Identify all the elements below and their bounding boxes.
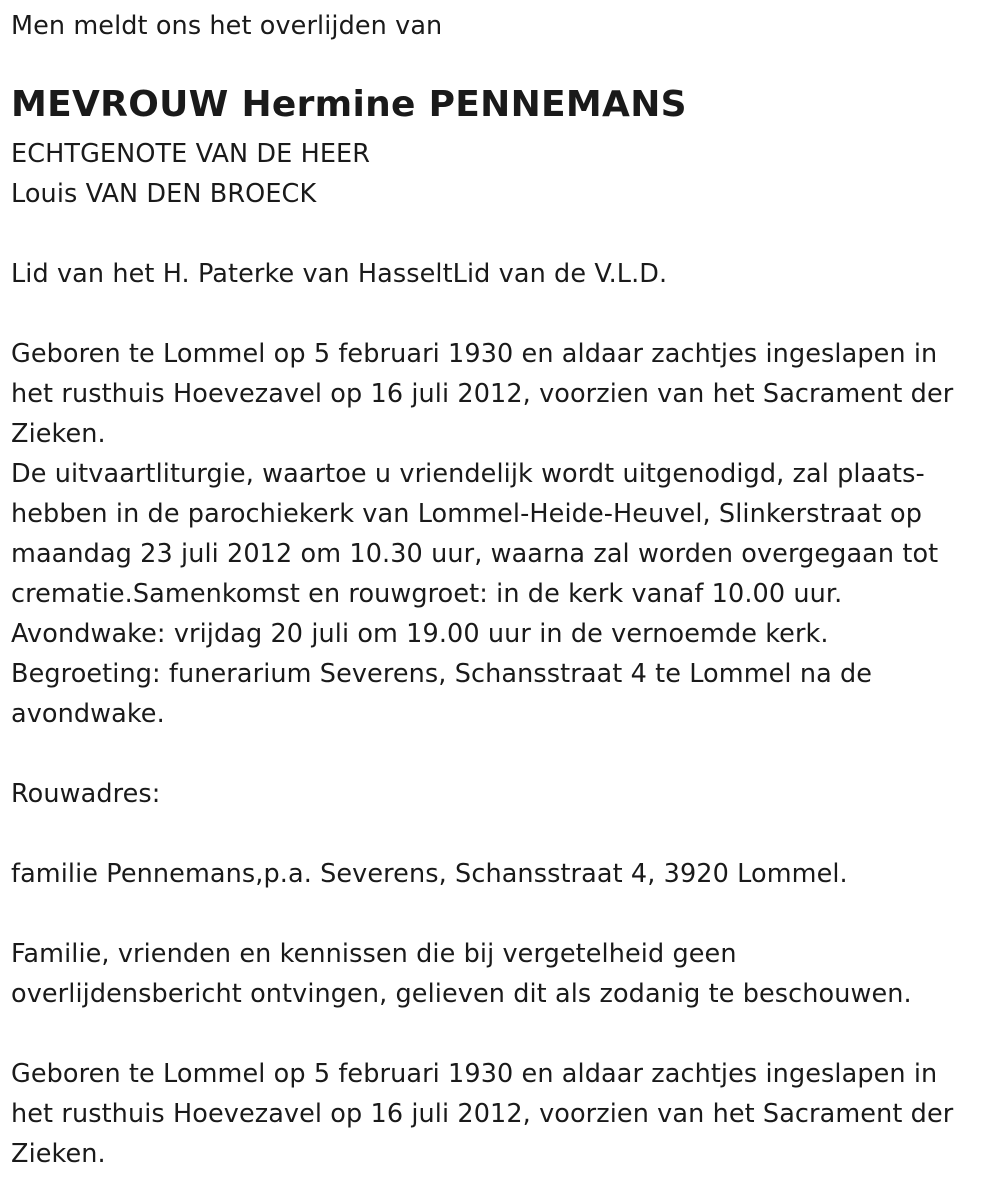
details-line: het rusthuis Hoevezavel op 16 juli 2012, voorzien van het Sacrament der xyxy=(11,379,954,409)
membership-text: Lid van het H. Paterke van HasseltLid van de V.L.D. xyxy=(11,259,668,289)
details-line: Begroeting: funerarium Severens, Schansstraat 4 te Lommel na de xyxy=(11,659,873,689)
repeat-block xyxy=(11,1054,953,1174)
details-line: crematie.Samenkomst en rouwgroet: in de kerk vanaf 10.00 uur. xyxy=(11,579,843,609)
notice-block xyxy=(11,934,912,1014)
intro-text: Men meldt ons het overlijden van xyxy=(11,11,443,41)
address-text: familie Pennemans,p.a. Severens, Schansstraat 4, 3920 Lommel. xyxy=(11,859,848,889)
address-label-block xyxy=(11,774,161,814)
spouse-block xyxy=(11,134,370,214)
details-line: avondwake. xyxy=(11,699,165,729)
notice-line: Familie, vrienden en kennissen die bij vergetelheid geen xyxy=(11,939,737,969)
details-line: Avondwake: vrijdag 20 juli om 19.00 uur in de vernoemde kerk. xyxy=(11,619,829,649)
address-label: Rouwadres: xyxy=(11,779,161,809)
details-line: Geboren te Lommel op 5 februari 1930 en aldaar zachtjes ingeslapen in xyxy=(11,339,938,369)
details-line: hebben in de parochiekerk van Lommel-Heide-Heuvel, Slinkerstraat op xyxy=(11,499,922,529)
address-block xyxy=(11,854,848,894)
details-line: maandag 23 juli 2012 om 10.30 uur, waarna zal worden overgegaan tot xyxy=(11,539,939,569)
deceased-name: MEVROUW Hermine PENNEMANS xyxy=(11,84,687,125)
repeat-line: Zieken. xyxy=(11,1139,106,1169)
notice-line: overlijdensbericht ontvingen, gelieven dit als zodanig te beschouwen. xyxy=(11,979,912,1009)
spouse-line-2: Louis VAN DEN BROECK xyxy=(11,179,317,209)
repeat-line: Geboren te Lommel op 5 februari 1930 en aldaar zachtjes ingeslapen in xyxy=(11,1059,938,1089)
spouse-line-1: ECHTGENOTE VAN DE HEER xyxy=(11,139,371,169)
repeat-line: het rusthuis Hoevezavel op 16 juli 2012, voorzien van het Sacrament der xyxy=(11,1099,954,1129)
details-line: De uitvaartliturgie, waartoe u vriendelijk wordt uitgenodigd, zal plaats- xyxy=(11,459,925,489)
details-block xyxy=(11,334,953,734)
details-line: Zieken. xyxy=(11,419,106,449)
membership-block xyxy=(11,254,667,294)
